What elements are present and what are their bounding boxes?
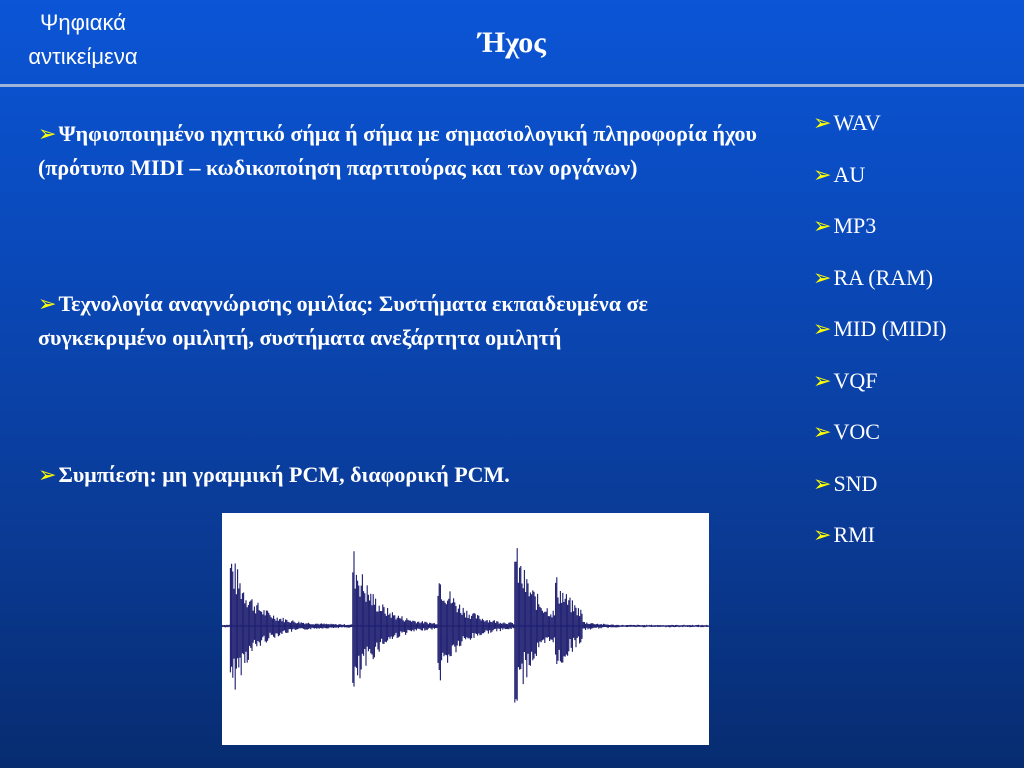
bullet-item <box>38 458 778 492</box>
arrow-bullet-icon: ➢ <box>813 316 832 341</box>
waveform-trace <box>222 548 708 702</box>
bullet-text: Τεχνολογία αναγνώρισης ομιλίας: Συστήματα εκπαιδευμένα σε συγκεκριμένο ομιλητή, συστήματα ανεξάρτητα ομιλητή <box>38 291 648 350</box>
bullet-item <box>38 287 778 355</box>
format-label: VOC <box>833 419 880 444</box>
format-label: AU <box>833 161 866 187</box>
format-label: VQF <box>833 367 878 393</box>
waveform-graphic <box>222 513 709 745</box>
arrow-bullet-icon: ➢ <box>813 419 832 444</box>
slide-title: Ήχος <box>478 26 546 59</box>
bullet-text: Συμπίεση: μη γραμμική PCM, διαφορική PCM. <box>58 462 510 487</box>
format-item <box>813 522 1013 574</box>
format-item <box>813 419 1013 471</box>
format-item <box>813 110 1013 162</box>
format-item <box>813 471 1013 523</box>
format-label: RMI <box>833 522 875 547</box>
format-label: MID (MIDI) <box>833 316 947 341</box>
format-label: RA (RAM) <box>833 264 934 290</box>
bullet-item <box>38 117 778 185</box>
arrow-bullet-icon: ➢ <box>38 462 57 487</box>
format-item <box>813 316 1013 368</box>
bullet-text: Ψηφιοποιημένο ηχητικό σήμα ή σήμα με σημασιολογική πληροφορία ήχου (πρότυπο MIDI – κωδικοποίηση παρτιτούρας και των οργάνων) <box>38 121 757 180</box>
course-title-line2: αντικείμενα <box>28 44 138 69</box>
arrow-bullet-icon: ➢ <box>813 213 832 238</box>
arrow-bullet-icon: ➢ <box>813 161 832 187</box>
arrow-bullet-icon: ➢ <box>813 470 832 496</box>
arrow-bullet-icon: ➢ <box>813 264 832 290</box>
format-label: SND <box>833 470 878 496</box>
format-item <box>813 162 1013 214</box>
arrow-bullet-icon: ➢ <box>813 522 832 547</box>
format-list <box>813 110 1013 574</box>
waveform-image <box>222 513 709 745</box>
arrow-bullet-icon: ➢ <box>813 367 832 393</box>
format-item <box>813 368 1013 420</box>
format-label: WAV <box>833 110 881 135</box>
format-item <box>813 265 1013 317</box>
header-divider <box>0 84 1024 87</box>
format-item <box>813 213 1013 265</box>
arrow-bullet-icon: ➢ <box>813 110 832 135</box>
arrow-bullet-icon: ➢ <box>38 121 57 146</box>
course-title-line1: Ψηφιακά <box>40 10 126 35</box>
arrow-bullet-icon: ➢ <box>38 291 57 316</box>
format-label: MP3 <box>833 213 877 238</box>
